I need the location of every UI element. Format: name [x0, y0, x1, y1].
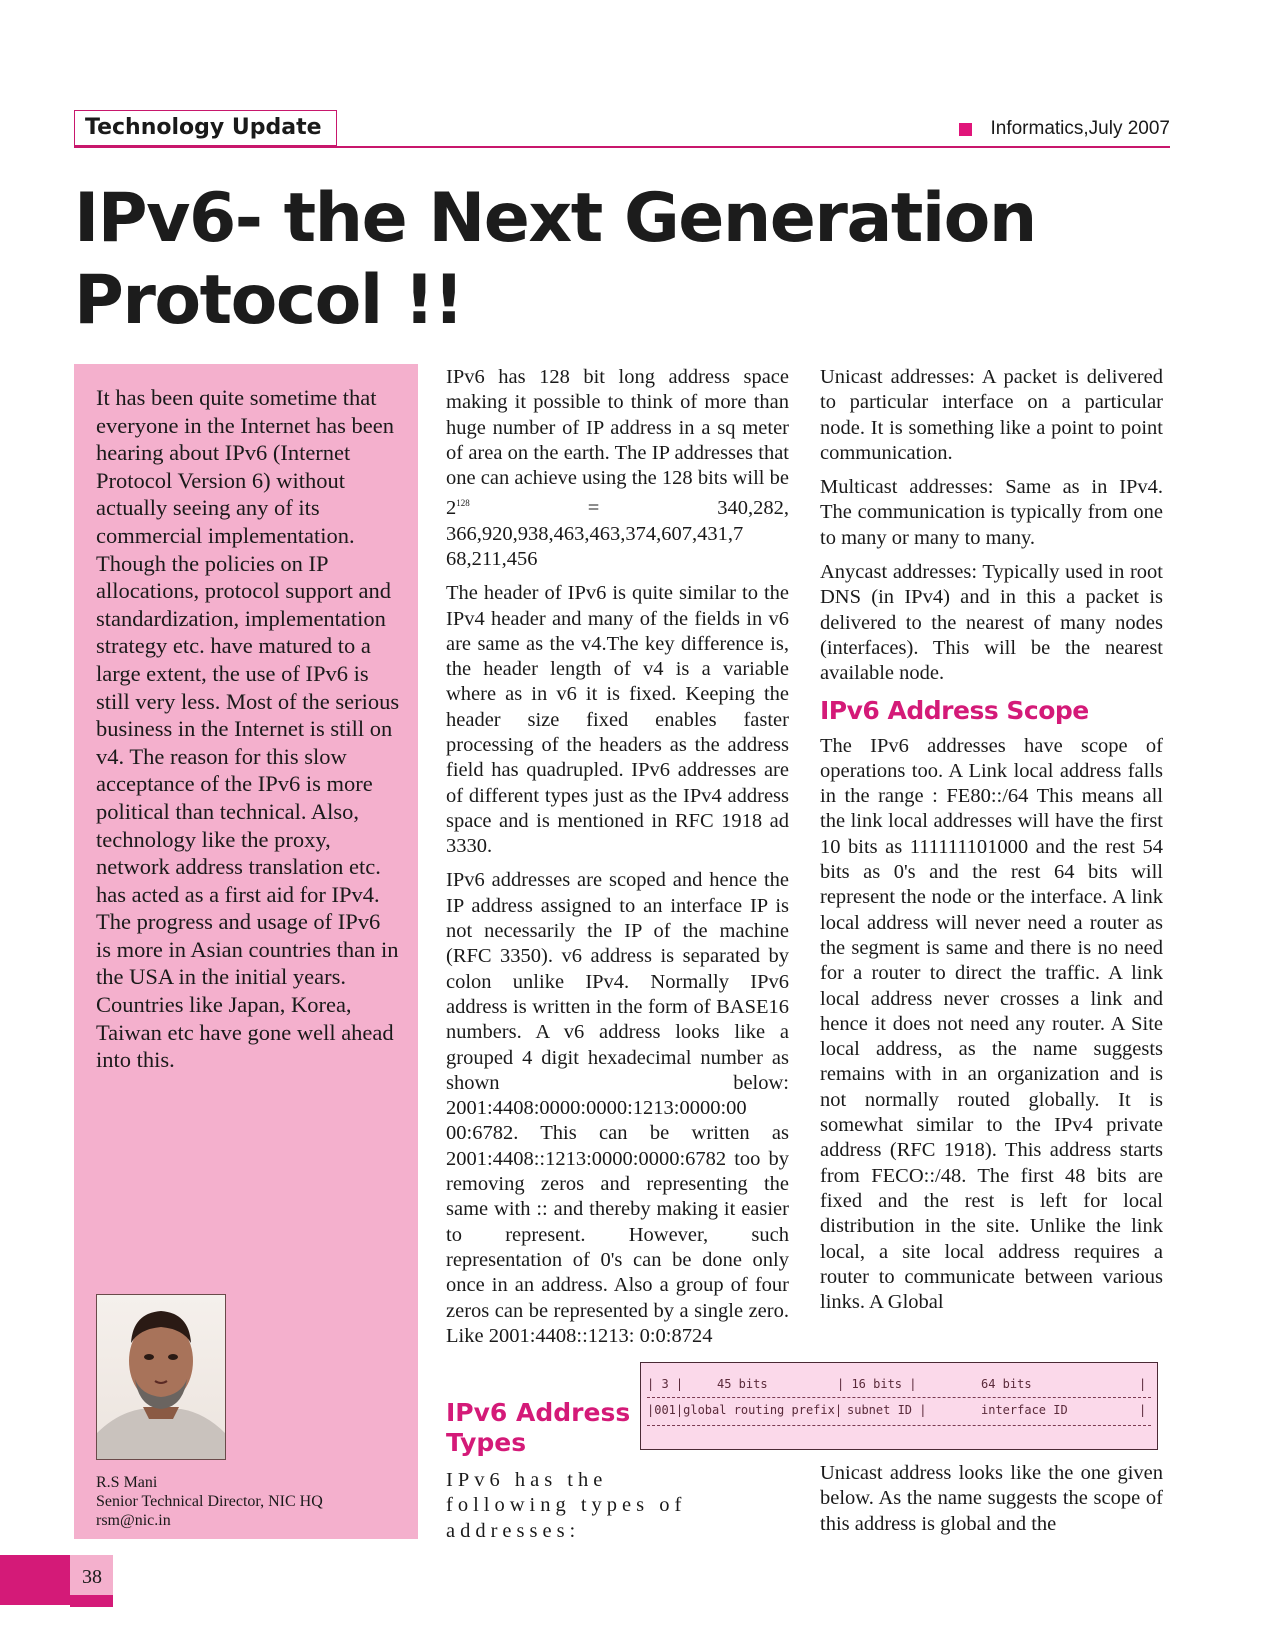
- col2-paragraph-1: IPv6 has 128 bit long address space making it possible to think of more than huge number of IP address in a sq meter of area on the earth. The IP addresses that one can achieve using the 128 bits will be $2^{128} = 340,282$, 366,920,938,463,463,374,607,431,7 68,211,456: [446, 366, 789, 570]
- col3-paragraph-1: Unicast addresses: A packet is delivered to particular interface on a particular node. It is something like a point to point communication.: [820, 366, 1163, 464]
- fig-r2-c4: |: [1139, 1403, 1147, 1417]
- column-2: [446, 365, 789, 1358]
- fig-r1-c4: 64 bits: [981, 1377, 1032, 1391]
- fig-r1-c5: |: [1139, 1377, 1147, 1391]
- column-3: [820, 365, 1163, 1324]
- exponent: 128: [456, 498, 470, 509]
- fig-r2-c1: |001|global routing prefix|: [647, 1403, 843, 1417]
- header-rule: [74, 146, 1170, 148]
- author-portrait-icon: [97, 1295, 225, 1459]
- sidebar-text: It has been quite sometime that everyone in the Internet has been hearing about IPv6 (Internet Protocol Version 6) without actually seeing any of its commercial implementation. Though the policies on IP allocations, protocol support and standardization, implementation strategy etc. have matured to a large extent, the use of IPv6 is still very less. Most of the serious business in the Internet is still on v4. The reason for this slow acceptance of the IPv6 is more political than technical. Also, technology like the proxy, network address translation etc. has acted as a first aid for IPv4. The progress and usage of IPv6 is more in Asian countries than in the USA in the initial years. Countries like Japan, Korea, Taiwan etc have gone well ahead into this.: [96, 385, 400, 1073]
- author-photo: [96, 1294, 226, 1460]
- col2-paragraph-3: IPv6 addresses are scoped and hence the IP address assigned to an interface IP is not necessarily the IP of the machine (RFC 3350). v6 address is separated by colon unlike IPv4. Normally IPv6 address is written in the form of BASE16 numbers. A v6 address looks like a grouped 4 digit hexadecimal number as shown below: 2001:4408:0000:0000:1213:0000:00 00:6782. This can be written as 2001:4408::1213:0000:0000:6782 too by removing zeros and representing the same with :: and thereby making it easier to represent. However, such representation of 0's can be done only once in an address. Also a group of four zeros can be represented by a single zero. Like 2001:4408::1213: 0:0:8724: [446, 869, 789, 1347]
- fig-r2-c3: interface ID: [981, 1403, 1068, 1417]
- fig-r1-c1: | 3 |: [647, 1377, 684, 1391]
- fig-rule-top: [647, 1397, 1151, 1398]
- col2-paragraph-4: IPv6 has the following types of addresses:: [446, 1469, 687, 1542]
- publication-label: Informatics,July 2007: [990, 118, 1170, 139]
- page-number: 38: [82, 1566, 102, 1588]
- masthead-square-icon: [959, 123, 972, 136]
- sidebar-intro: [74, 364, 418, 1539]
- fig-r2-c2: subnet ID |: [847, 1403, 927, 1417]
- author-title: Senior Technical Director, NIC HQ: [96, 1493, 323, 1510]
- fig-r1-c3: | 16 bits |: [837, 1377, 917, 1391]
- masthead: [959, 118, 1170, 140]
- col3-paragraph-2: Multicast addresses: Same as in IPv4. The communication is typically from one to many or many to many.: [820, 476, 1163, 549]
- col2-paragraph-2: The header of IPv6 is quite similar to the IPv4 header and many of the fields in v6 are same as the v4.The key difference is, the header length of v4 is a variable where as in v6 it is fixed. Keeping the header size fixed enables faster processing of the headers as the address field has quadrupled. IPv6 addresses are of different types just as the IPv4 address space and is mentioned in RFC 1918 ad 3330.: [446, 582, 789, 858]
- article-title: IPv6- the Next Generation Protocol !!: [74, 179, 1036, 340]
- fig-rule-bottom: [647, 1425, 1151, 1426]
- author-email: rsm@nic.in: [96, 1512, 171, 1529]
- col3-paragraph-5: Unicast address looks like the one given below. As the name suggests the scope of this address is global and the: [820, 1462, 1163, 1535]
- subhead-address-scope: IPv6 Address Scope: [820, 695, 1089, 725]
- address-format-figure: [640, 1362, 1158, 1450]
- footer-accent-bar: [0, 1555, 70, 1605]
- col3-paragraph-4: The IPv6 addresses have scope of operations too. A Link local address falls in the range : FE80::/64 This means all the link local addresses will have the first 10 bits as 111111101000 and the rest 54 bits as 0's and the rest 64 bits will represent the node or the interface. A link local address will never need a router as the segment is same and there is no need for a router to direct the traffic. A link local address never crosses a link and hence it does not need any router. A Site local address, as the name suggests remains with in an organization and is not normally routed globally. It is somewhat similar to the IPv4 private address (RFC 1918). This address starts from FECO::/48. The first 48 bits are fixed and the rest is left for local distribution in the site. Unlike the link local, a site local address requires a router to communicate between various links. A Global: [820, 734, 1163, 1314]
- footer-accent-tick: [70, 1595, 113, 1607]
- col3-paragraph-3: Anycast addresses: Typically used in root DNS (in IPv4) and in this a packet is delivered to the nearest of many nodes (interfaces). This will be the nearest available node.: [820, 561, 1163, 685]
- author-byline: [96, 1473, 323, 1530]
- section-tag: Technology Update: [74, 110, 337, 146]
- author-name: R.S Mani: [96, 1474, 158, 1491]
- fig-r1-c2: 45 bits: [717, 1377, 768, 1391]
- subhead-address-types: IPv6 Address Types: [446, 1398, 631, 1457]
